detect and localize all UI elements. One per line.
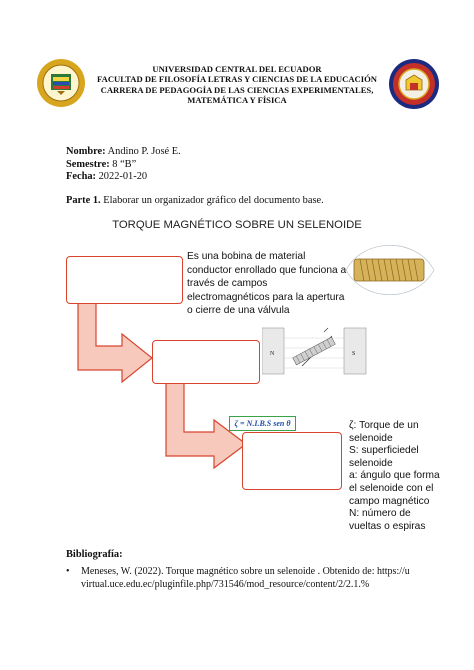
- semester-row: [66, 159, 181, 172]
- semester-label: Semestre:: [66, 158, 110, 170]
- name-value: Andino P. José E.: [105, 146, 181, 157]
- header-line: MATEMÁTICA Y FÍSICA: [187, 95, 287, 106]
- solenoid-definition: Es una bobina de material conductor enrollado que funciona a través de campos electromagnéticos para la apertura o cierre de una válvula: [187, 251, 347, 317]
- concept-box-1: [66, 256, 183, 304]
- header-line: CARRERA DE PEDAGOGÍA DE LAS CIENCIAS EXPERIMENTALES,: [100, 84, 374, 95]
- name-row: [66, 146, 181, 159]
- part-text: Elaborar un organizador gráfico del documento base.: [100, 195, 324, 206]
- header-line: UNIVERSIDAD CENTRAL DEL ECUADOR: [152, 64, 322, 74]
- faculty-seal-logo: [388, 58, 440, 110]
- legend-item: S: superficiedel selenoide: [349, 445, 419, 469]
- university-seal-logo: [36, 58, 86, 108]
- page-title: TORQUE MAGNÉTICO SOBRE UN SELENOIDE: [112, 219, 362, 231]
- bibliography-entry: Meneses, W. (2022). Torque magnético sobre un selenoide . Obtenido de: https://uvirtual.uce.edu.ec/pluginfile.php/731546/mod_resource/content/2/2.1.%: [81, 566, 410, 590]
- name-label: Nombre:: [66, 146, 106, 157]
- solenoid-image: [344, 245, 436, 295]
- bullet-icon: •: [66, 566, 70, 577]
- elbow-arrow-2: [152, 382, 252, 480]
- legend-item: ζ: Torque de un selenoide: [349, 420, 419, 444]
- variable-legend: [349, 420, 441, 533]
- magnet-label-left: N: [270, 351, 275, 357]
- elbow-arrow-1: [60, 290, 160, 390]
- concept-box-3: [242, 432, 342, 490]
- student-info: [66, 146, 181, 184]
- magnet-label-right: S: [352, 351, 356, 357]
- semester-value: 8 “B”: [109, 158, 137, 170]
- part-instruction: [66, 195, 324, 206]
- institution-header: [95, 64, 379, 106]
- date-value: 2022-01-20: [96, 171, 148, 183]
- header-line: FACULTAD DE FILOSOFÍA LETRAS Y CIENCIAS DE LA EDUCACIÓN: [97, 74, 377, 85]
- date-row: [66, 171, 181, 184]
- bibliography-heading: Bibliografía:: [66, 549, 123, 560]
- torque-formula: ζ = N.I.B.S sen θ: [229, 416, 296, 431]
- part-label: Parte 1.: [66, 195, 101, 206]
- date-label: Fecha:: [66, 171, 97, 183]
- legend-item: N: número de vueltas o espiras: [349, 508, 426, 532]
- legend-item: a: ángulo que forma el selenoide con el campo magnético: [349, 470, 440, 507]
- magnetic-torque-diagram: [262, 326, 372, 378]
- concept-box-2: [152, 340, 260, 384]
